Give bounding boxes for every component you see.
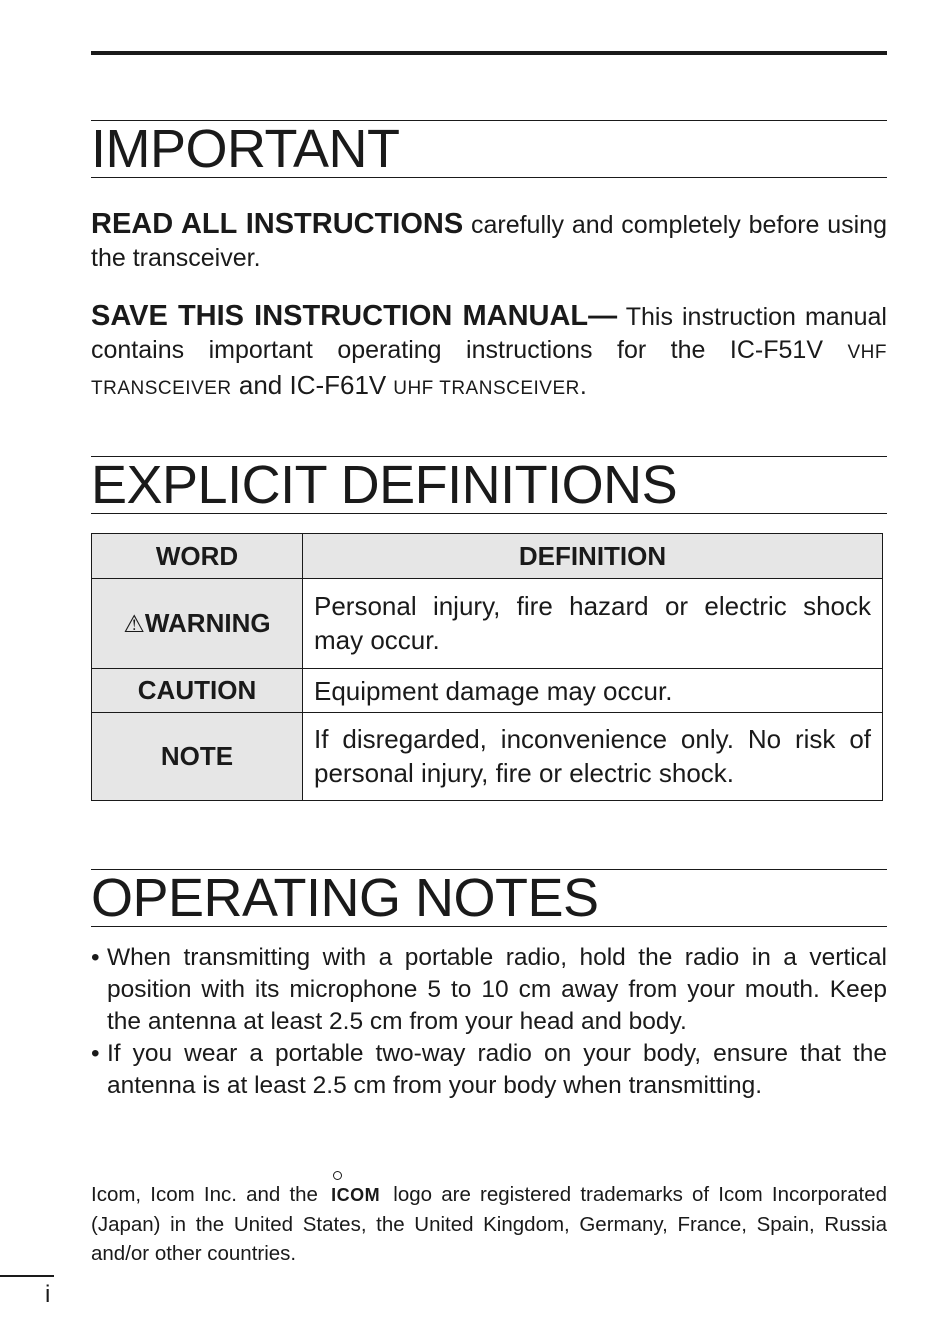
- page-number-rule: [0, 1275, 54, 1277]
- bullet-text: When transmitting with a portable radio, hold the radio in a vertical position with its microphone 5 to 10 cm away from your mouth. Keep the antenna at least 2.5 cm from your head and body.: [107, 944, 887, 1035]
- definitions-table: [91, 533, 883, 801]
- list-item: [91, 1038, 887, 1102]
- read-instructions-paragraph: [91, 208, 887, 275]
- table-row: [92, 579, 883, 669]
- read-instructions-text: carefully and completely before using the transceiver.: [91, 211, 887, 272]
- and-text: and: [231, 370, 290, 400]
- definitions-heading: EXPLICIT DEFINITIONS: [91, 456, 887, 514]
- model-ic-f61v: IC-F61V: [289, 370, 387, 400]
- icom-logo-text: ICOM: [331, 1185, 381, 1205]
- word-cell-warning: [92, 579, 303, 669]
- operating-notes-list: [91, 942, 887, 1102]
- top-rule: [91, 51, 887, 55]
- vhf-transceiver-label: VHF TRANSCEIVER: [91, 342, 887, 399]
- operating-notes-heading: OPERATING NOTES: [91, 869, 887, 927]
- definition-note: If disregarded, inconvenience only. No risk of personal injury, fire or electric shock.: [303, 713, 883, 801]
- trademark-text-after: logo are registered trademarks of Icom Incorporated (Japan) in the United States, the United Kingdom, Germany, France, Spain, Russia and/or other countries.: [91, 1183, 887, 1265]
- table-header-row: [92, 534, 883, 579]
- definition-warning: Personal injury, fire hazard or electric shock may occur.: [303, 579, 883, 669]
- page-number: i: [45, 1281, 51, 1308]
- table-row: [92, 669, 883, 713]
- bullet-text: If you wear a portable two-way radio on your body, ensure that the antenna is at least 2.5 cm from your body when transmitting.: [107, 1040, 887, 1099]
- trademark-notice: [91, 1180, 887, 1268]
- important-heading: IMPORTANT: [91, 120, 887, 178]
- word-warning: WARNING: [144, 608, 271, 638]
- save-manual-lead: SAVE THIS INSTRUCTION MANUAL—: [91, 300, 618, 332]
- bullet-icon: •: [91, 1040, 100, 1067]
- bullet-icon: •: [91, 944, 100, 971]
- word-note: NOTE: [92, 713, 303, 801]
- table-row: [92, 713, 883, 801]
- save-manual-text: This instruction manual contains important operating instructions for the IC-F51V: [91, 303, 887, 364]
- definition-caution: Equipment damage may occur.: [303, 669, 883, 713]
- save-manual-paragraph: [91, 300, 887, 405]
- icom-logo-icon: [327, 1181, 384, 1210]
- save-manual-end: .: [579, 372, 587, 400]
- uhf-transceiver-label: UHF TRANSCEIVER: [393, 378, 580, 399]
- word-caution: CAUTION: [92, 669, 303, 713]
- warning-triangle-icon: ⚠: [123, 611, 145, 638]
- column-header-definition: DEFINITION: [303, 534, 883, 579]
- list-item: [91, 942, 887, 1038]
- column-header-word: WORD: [92, 534, 303, 579]
- read-instructions-lead: READ ALL INSTRUCTIONS: [91, 208, 464, 240]
- trademark-text-before: Icom, Icom Inc. and the: [91, 1183, 328, 1206]
